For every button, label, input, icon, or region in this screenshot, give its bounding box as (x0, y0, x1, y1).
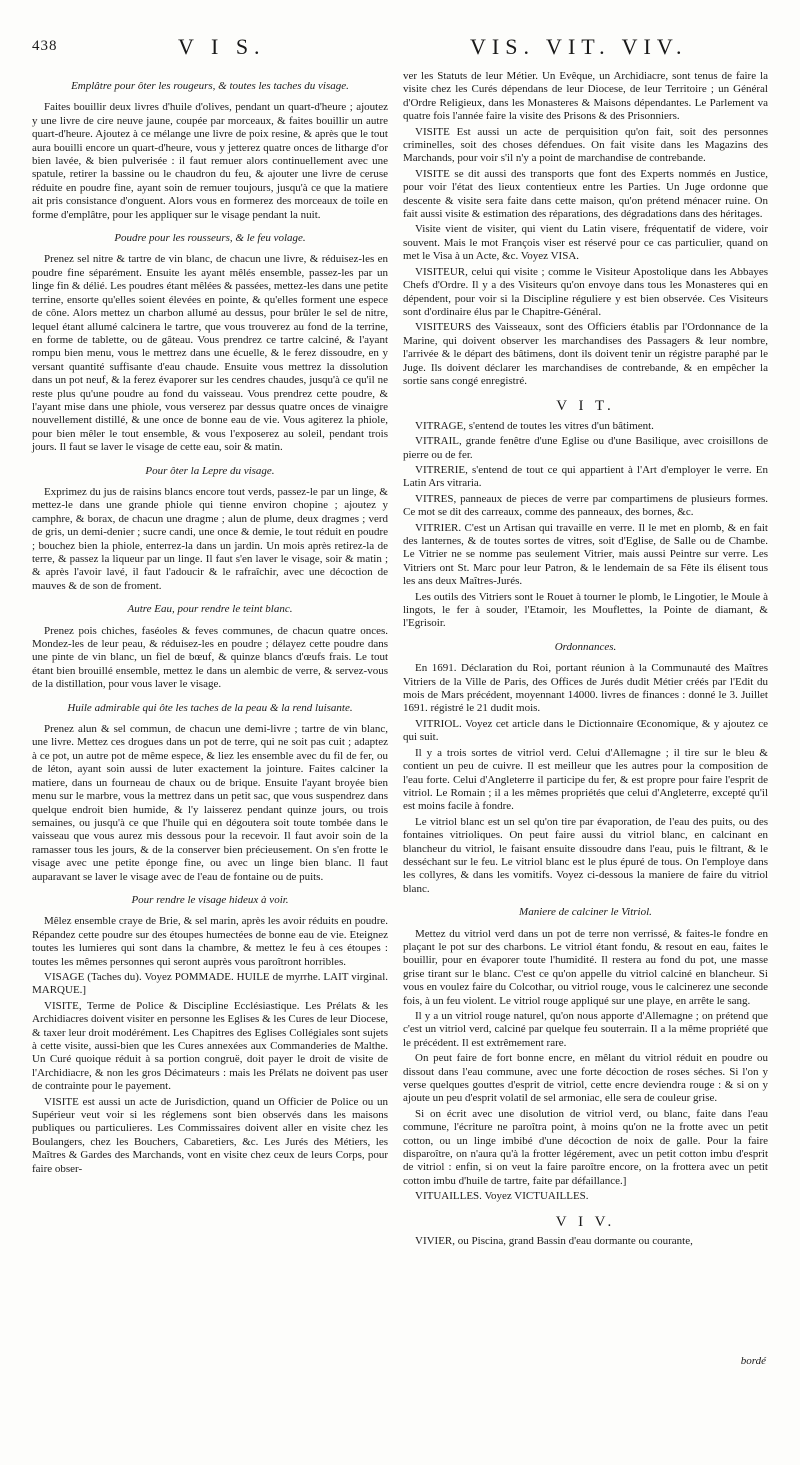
entry-visiteurs: VISITEURS des Vaisseaux, sont des Officiers établis par l'Ordonnance de la Marine, qui doivent observer les marchandises des Passagers & leur nombre, l'arrivée & le départ des bâtimens, dont ils doivent tenir un régistre paraphé par le Juge. Ils doivent déclarer les marchandises de contrebande, & en empêcher la sortie sans congé enregistré. (403, 321, 768, 387)
recipe-heading: Pour rendre le visage hideux à voir. (131, 893, 289, 906)
entry-vitrerie: VITRERIE, s'entend de tout ce qui appartient à l'Art d'employer le verre. En Latin Ars vitraria. (403, 463, 768, 490)
paragraph: Mêlez ensemble craye de Brie, & sel marin, après les avoir réduits en poudre. Répandez cette poudre sur des étoupes humectées de bonne eau de vie. Eteignez toutes les lumieres qui sont dans la chambre, & mettez le feu à ces étoupes : toutes les mêmes personnes qui seront auprès vous paroîtront horribles. (32, 915, 388, 968)
entry-visiteur: VISITEUR, celui qui visite ; comme le Visiteur Apostolique dans les Abbayes Chefs d'Ordre. Il y a des Visiteurs qu'on envoye dans tous les Monasteres qui en dépendent, pour voir si la Discipline réguliere y est bien observée. Ces Visiteurs sont d'ordinaire élus par le Chapitre-Général. (403, 265, 768, 318)
entry-visite-2: VISITE est aussi un acte de Jurisdiction, quand un Officier de Police ou un Supérieur veut voir si les réglemens sont bien observés dans les maisons publiques ou particulieres. Les Commissaires doivent aller en visite chez les Boulangers, chez les Bouchers, Cabaretiers, &c. Les Jurés des Métiers, les Maîtres & Gardes des Marchands, vont en visite chez ceux de leurs Corps, pour faire obser- (32, 1095, 388, 1175)
paragraph: Il y a trois sortes de vitriol verd. Celui d'Allemagne ; il tire sur le bleu & contient un peu de cuivre. Il est meilleur que les autres pour la composition de l'eau forte. Celui d'Angleterre il participe du fer, & est propre pour faire l'esprit de vitriol. Le Romain ; il a les mêmes propriétés que celui d'Angleterre, excepté qu'il est moins facile à fondre. (403, 746, 768, 813)
subheading-calciner: Maniere de calciner le Vitriol. (519, 906, 652, 919)
catchword: bordé (740, 1355, 766, 1367)
paragraph: Prenez sel nitre & tartre de vin blanc, de chacun une livre, & réduisez-les en poudre fine séparément. Ensuite les ayant mêlés ensemble, passez-les par un linge fin & délié. Les poudres étant mêlées & passées, mettez-les dans une petite terrine, ensorte qu'elles soient élevées en pointe, & qu'elles forment une espece de cône. Alors mettez un charbon allumé au dessus, pour brûler le sel de nitre, lequel étant allumé calcinera le tartre, que vous trouverez au fond de la terrine, en forme de tablette, ou de gâteau. Vous prendrez ce tartre calciné, & l'ayant rompu bien menu, vous le mettrez dans une écuelle, & le ferez dissoudre, en y versant quantité suffisante d'eau chaude. Ensuite vous mettrez la dissolution dans un pot neuf, & la ferez évaporer sur les cendres chaudes, jusqu'à ce qu'il ne reste plus qu'une poudre au fond du vaisseau. Vous prendrez cette poudre, & l'ayant mise dans une phiole, vous verserez par dessus quatre onces de vinaigre nouvellement distillé, & une once de bonne eau de vie. Vous agiterez la phiole, pour bien mêler le tout ensemble, & vous l'exposerez au soleil, pendant trois jours. Il faut se laver le visage de cette eau, soir & matin. (32, 253, 388, 454)
running-title-left: V I S. (178, 34, 266, 59)
entry-visite-4: VISITE se dit aussi des transports que font des Experts nommés en Justice, pour voir l'état des lieux contentieux entre les Parties. Un Juge ordonne que descente & visite sera faite dans cette maison, qu'on prétend ménacer ruine. On fait aussi visite & estimation des réparations, des dégradations dans des héritages. (403, 167, 768, 221)
entry-vituailles: VITUAILLES. Voyez VICTUAILLES. (415, 1190, 589, 1203)
page-number: 438 (32, 38, 58, 54)
right-column (403, 70, 768, 1251)
paragraph: ver les Statuts de leur Métier. Un Evêque, un Archidiacre, sont tenus de faire la visite chez les Curés dépendans de leur Diocese, de leur Territoire ; un Général d'Ordre Religieux, dans les Monasteres & Maisons dépendantes. Le Parlement va quatre fois l'année faire la visite des Prisons & des Prisonniers. (403, 70, 768, 123)
entry-visite-3: VISITE Est aussi un acte de perquisition qu'on fait, soit des personnes criminelles, soit des choses défendues. On fait visite dans les Magazins des Marchands, pour voir s'il n'y a point de marchandise de contrebande. (403, 125, 768, 165)
recipe-heading: Autre Eau, pour rendre le teint blanc. (127, 603, 293, 616)
left-column (32, 70, 388, 1178)
recipe-heading: Emplâtre pour ôter les rougeurs, & toutes les taches du visage. (71, 80, 349, 92)
paragraph: Prenez alun & sel commun, de chacun une demi-livre ; tartre de vin blanc, une livre. Mettez ces drogues dans un pot de terre, qui ne soit pas cuit ; adaptez à ce pot, un autre pot de même espece, & liez les ensemble avec du fil de fer, ou de léton, ayant soin aussi de luter exactement la jointure. Faites calciner la matiere, dans un fourneau de chaux ou de brique. Ensuite l'ayant broyée bien menu sur le marbre, vous la mettrez dans un petit sac, que vous suspendrez dans quelque endroit bien humide, & l'y laisserez pendant quinze jours, ou trois semaines, ou jusqu'à ce que l'huile qui en dégoutera soit toute tombée dans le vaisseau que vous aurez mis dessous pour la recevoir. Il faut avoir soin de la ramasser tous les jours, & de la conserver bien précieusement. On s'en frotte le visage avec une petite éponge fine, ou avec un linge bien blanc. Il faut auparavant se laver le visage avec de l'eau de fontaine ou de puits. (32, 723, 388, 883)
paragraph: Prenez pois chiches, faséoles & feves communes, de chacun quatre onces. Mondez-les de leur peau, & réduisez-les en poudre ; délayez cette poudre dans une pinte de vin blanc, un fiel de bœuf, & quinze blancs d'œufs frais. Le tout étant bien brouillé ensemble, mettez le dans un alembic de verre, & servez-vous de la distillation, pour vous laver le visage. (32, 624, 388, 691)
recipe-heading: Poudre pour les rousseurs, & le feu volage. (114, 232, 306, 245)
paragraph: Il y a un vitriol rouge naturel, qu'on nous apporte d'Allemagne ; on prétend que c'est un vitriol verd, calciné par quelque feu souterrain. Il a la même propriété que le précédent. Il est extrêmement rare. (403, 1010, 768, 1049)
entry-vitrail: VITRAIL, grande fenêtre d'une Eglise ou d'une Basilique, avec croisillons de pierre ou de fer. (403, 435, 768, 461)
paragraph: On peut faire de fort bonne encre, en mêlant du vitriol réduit en poudre ou dissout dans l'eau commune, avec une forte décoction de roses séches. Si l'on y verse quelques gouttes d'esprit de vitriol, cette encre deviendra rouge : & si on y ajoute un peu d'esprit volatil de sel armoniac, elle sera de couleur grise. (403, 1052, 768, 1105)
recipe-heading: Huile admirable qui ôte les taches de la peau & la rend luisante. (67, 701, 353, 714)
cross-reference: VISAGE (Taches du). Voyez POMMADE. HUILE de myrrhe. LAIT virginal. MARQUE.] (32, 970, 388, 997)
entry-vivier: VIVIER, ou Piscina, grand Bassin d'eau dormante ou courante, (415, 1235, 693, 1248)
subheading-ordonnances: Ordonnances. (554, 640, 617, 653)
entry-vitrier: VITRIER. C'est un Artisan qui travaille en verre. Il le met en plomb, & en fait des lanternes, & de toutes sortes de vitres, soit d'Eglise, de Salle ou de Chambe. Le Vitrier ne se nomme pas seulement Vitrier, mais aussi Peintre sur verre. Les Vitriers ont St. Marc pour leur Patron, & le lendemain de sa Fête ils élisent tous les ans deux Maîtres-Jurés. (403, 521, 768, 588)
etymology: Visite vient de visiter, qui vient du Latin visere, fréquentatif de videre, voir souvent. Mais le mot François viser est réservé pour ce cas particulier, quand on met le Visa à un Acte, &c. Voyez VISA. (403, 223, 768, 263)
entry-vitrage: VITRAGE, s'entend de toutes les vitres d'un bâtiment. (415, 419, 654, 432)
paragraph: En 1691. Déclaration du Roi, portant réunion à la Communauté des Maîtres Vitriers de la Ville de Paris, des Offices de Jurés dudit Métier créés par l'Edit du mois de Mars précédent, moyennant 14000. livres de finances : donné le 3. Juillet 1691. régistré le 21 dudit mois. (403, 662, 768, 715)
paragraph: Exprimez du jus de raisins blancs encore tout verds, passez-le par un linge, & mettez-le dans une grande phiole qui tienne environ chopine ; ajoutez y camphre, & borax, de chacun une dragme ; alun de plume, deux dragmes ; verd de gris, un demi-denier ; sucre candi, une once & demie, le tout réduit en poudre ; bouchez bien la phiole, enterrez-la dans un jardin. Un mois après retirez-la de terre, & passez la liqueur par un linge. Il faut s'en laver le visage, soir & matin ; & après l'avoir lavé, il faut l'adoucir & le rafraîchir, avec une décoction de mauves & de son de froment. (32, 485, 388, 592)
paragraph: Les outils des Vitriers sont le Rouet à tourner le plomb, le Lingotier, le Moule à lingots, le fer à souder, l'Etamoir, les Mouflettes, la Pointe de diamant, & l'Egrisoir. (403, 590, 768, 630)
paragraph: Mettez du vitriol verd dans un pot de terre non verrissé, & faites-le fondre en plaçant le pot sur des charbons. Le vitriol étant fondu, & resout en eau, faites le bouillir, pour en évaporer toute l'humidité. Il restera au fond du pot, une masse grise tirant sur le blanc. C'est ce qu'on appelle du vitriol calciné en blancheur. Si vous en voulez faire du Colcothar, ou vitriol rouge, vous le calcinerez une seconde fois, à un feu violent. Le vitriol rouge appliqué sur une playe, en arrête le sang. (403, 927, 768, 1007)
entry-visite: VISITE, Terme de Police & Discipline Ecclésiastique. Les Prélats & les Archidiacres doivent visiter en personne les Eglises & les Cures de leur Diocese, & taxer leur droit modérément. Les Chapitres des Eglises Collégiales sont sujets à cette visite, aussi-bien que les Cures annexées aux Commanderies de Malthe. Un Curé quoique réduit à sa portion congruë, doit payer le droit de visite de l'Archidiacre, & non les gros Décimateurs : mais les Prélats ne doivent pas user de contrainte pour le payement. (32, 999, 388, 1093)
paragraph: Le vitriol blanc est un sel qu'on tire par évaporation, de l'eau des puits, ou des fontaines vitrioliques. On peut faire aussi du vitriol blanc, en calcinant en blancheur du vitriol, le faisant ensuite dissoudre dans l'eau, puis le filtrant, & le desséchant sur le feu. Le vitriol blanc est le plus épuré de tous. On l'employe dans les collyres, & dans les vomitifs. Voyez ci-dessous la maniere de faire du vitriol blanc. (403, 815, 768, 895)
recipe-heading: Pour ôter la Lepre du visage. (145, 464, 275, 477)
entry-vitres: VITRES, panneaux de pieces de verre par compartimens de plusieurs formes. Ce mot se dit des carreaux, comme des panneaux, des bornes, &c. (403, 492, 768, 519)
paragraph: Faites bouillir deux livres d'huile d'olives, pendant un quart-d'heure ; ajoutez y une livre de cire neuve jaune, coupée par morceaux, & faites bouillir un autre quart-d'heure. Ajoutez à ce mélange une livre de poix resine, & après que le tout aura bouilli encore un quart-d'heure, vous y jetterez quatre onces de litharge d'or bien lavée, & bien pulverisée : il faut remuer alors continuellement avec une spatule, retirer la bassine ou le chaudron du feu, & ajouter une livre de ceruse réduite en poudre fine, ayant soin de remuer toujours, jusqu'à ce que la matiere ait pris consistance d'onguent. Alors vous en formerez des morceaux de toile en forme d'emplâtre, pour les appliquer sur le visage pendant la nuit. (32, 101, 388, 221)
entry-vitriol: VITRIOL. Voyez cet article dans le Dictionnaire Œconomique, & y ajoutez ce qui suit. (403, 717, 768, 744)
paragraph: Si on écrit avec une disolution de vitriol verd, ou blanc, faite dans l'eau commune, l'écriture ne paroîtra point, à moins qu'on ne la frotte avec un petit cotton, ou un linge imbibé d'une décoction de noix de galle. Pour la faire disparoître, on n'aura qu'à la frotter légérement, avec un petit cotton imbu d'esprit de vitriol : enfin, si on veut la faire paroître encore, on la frottera avec un petit cotton imbu d'huile de tartre, faite par défaillance.] (403, 1107, 768, 1187)
running-header (0, 30, 800, 66)
section-heading-vit: V I T. (556, 398, 615, 415)
running-title-right: VIS. VIT. VIV. (470, 34, 688, 59)
section-heading-viv: V I V. (555, 1213, 616, 1230)
